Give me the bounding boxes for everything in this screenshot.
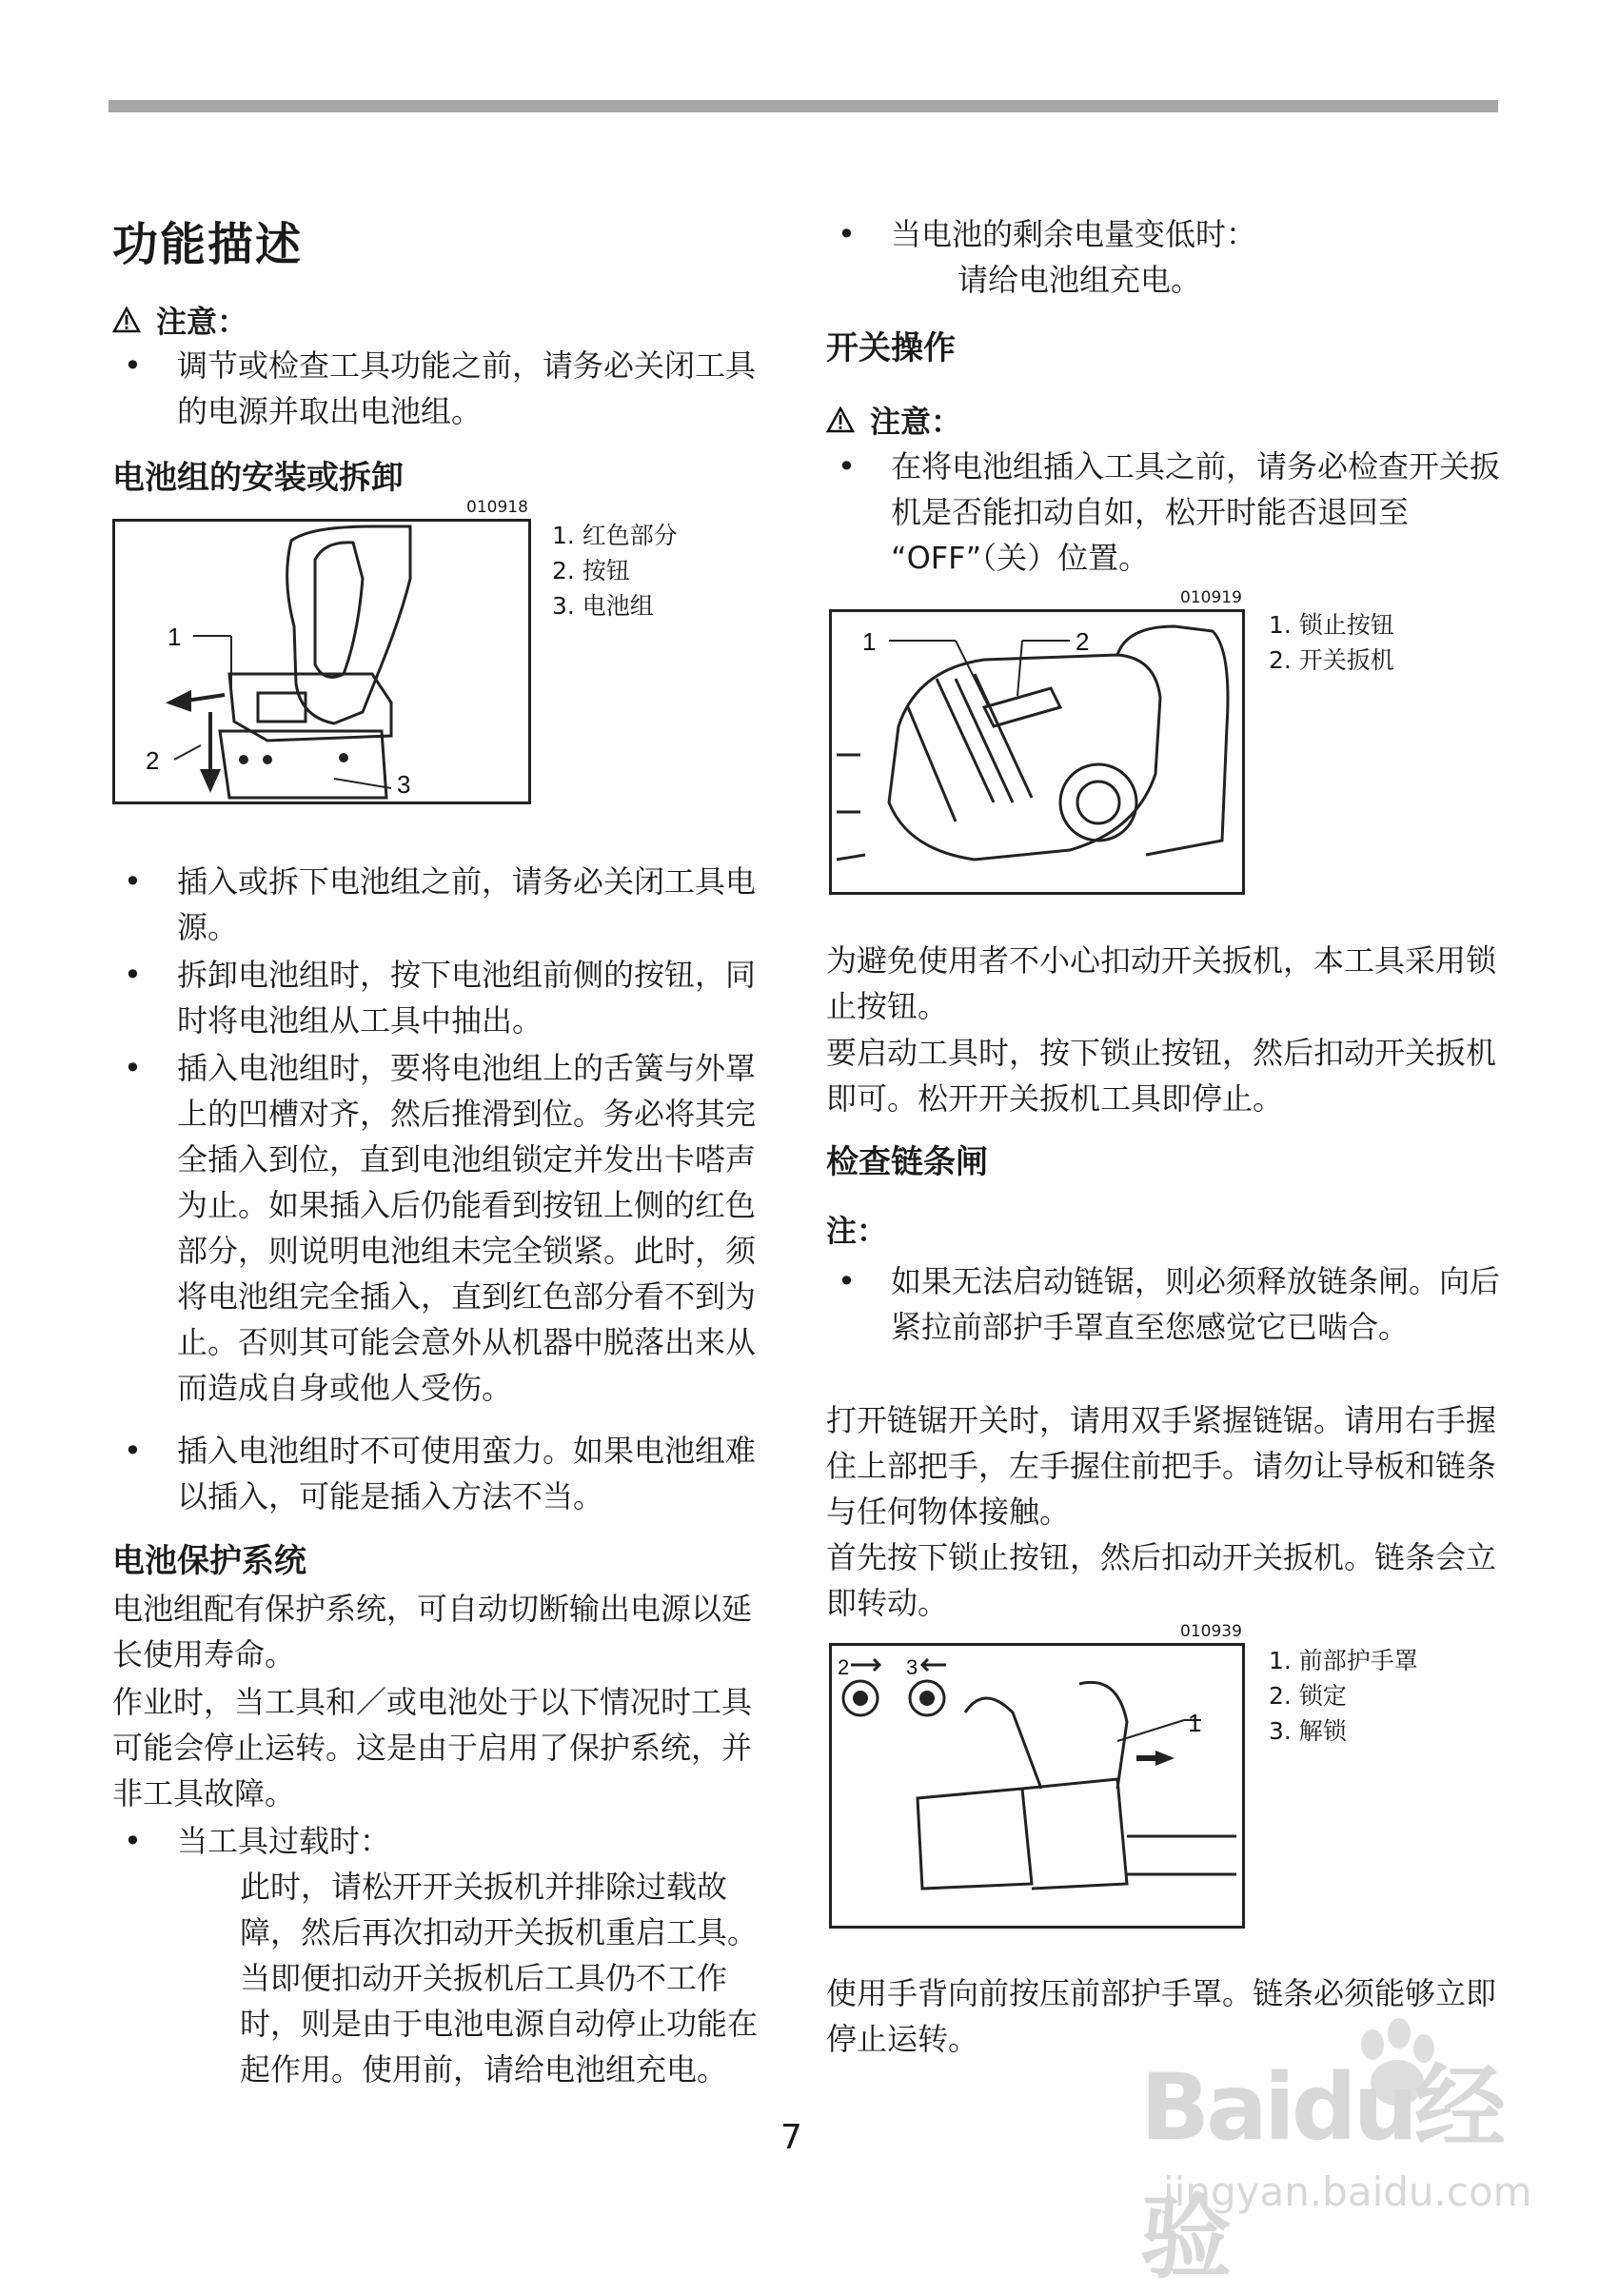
bullet-icon: • bbox=[838, 216, 856, 252]
tool-battery-illustration bbox=[115, 522, 528, 802]
list-item bbox=[124, 343, 779, 434]
figure-switch bbox=[829, 609, 1245, 895]
paragraph: 使用手背向前按压前部护手罩。链条必须能够立即停止运转。 bbox=[826, 1975, 1497, 2057]
figure-code: 010939 bbox=[1180, 1622, 1242, 1641]
indented-paragraph: 请给电池组充电。 bbox=[957, 262, 1202, 298]
figure-legend bbox=[1269, 1643, 1418, 1749]
list-item: • 当电池的剩余电量变低时： bbox=[891, 211, 1502, 257]
figure-code: 010918 bbox=[466, 498, 528, 517]
list-item: • 当工具过载时： bbox=[177, 1818, 779, 1864]
warning-triangle-icon bbox=[826, 406, 855, 433]
chainsaw-switch-illustration bbox=[832, 612, 1242, 892]
paragraph: 首先按下锁止按钮，然后扣动开关扳机。链条会立即转动。 bbox=[826, 1539, 1497, 1621]
list-item: • 在将电池组插入工具之前，请务必检查开关扳机是否能扣动自如，松开时能否退回至 “OFF”（关）位置。 bbox=[891, 444, 1502, 581]
legend-item: 2. 按钮 bbox=[552, 557, 630, 584]
bullet-icon: • bbox=[838, 448, 856, 485]
legend-item: 2. 开关扳机 bbox=[1269, 646, 1394, 674]
paragraph: 打开链锯开关时，请用双手紧握链锯。请用右手握住上部把手，左手握住前把手。请勿让导板和链条与任何物体接触。 bbox=[826, 1402, 1497, 1530]
legend-item: 3. 电池组 bbox=[552, 592, 654, 620]
callout-label: 3 bbox=[397, 770, 411, 799]
note-label: 注： bbox=[826, 1213, 888, 1249]
figure-legend bbox=[1269, 607, 1394, 678]
callout-label: 2 bbox=[1076, 627, 1090, 656]
caution-item-text: 调节或检查工具功能之前，请务必关闭工具的电源并取出电池组。 bbox=[177, 347, 757, 429]
bullet-icon: • bbox=[124, 347, 142, 384]
callout-label: 1 bbox=[168, 623, 182, 651]
bullet-icon: • bbox=[838, 1263, 856, 1299]
paragraph: 电池组配有保护系统，可自动切断输出电源以延长使用寿命。 bbox=[112, 1591, 753, 1673]
callout-label: 1 bbox=[1188, 1709, 1202, 1737]
caution-heading bbox=[112, 298, 247, 342]
list-item: • 插入或拆下电池组之前，请务必关闭工具电源。 bbox=[177, 859, 779, 950]
list-item: • 插入电池组时，要将电池组上的舌簧与外罩上的凹槽对齐，然后推滑到位。务必将其完全插入到位，直到电池组锁定并发出卡嗒声为止。如果插入后仍能看到按钮上侧的红色部分，则说明电池组未完全锁紧。此时，须将电池组完全插入，直到红色部分看不到为止。否则其可能会意外从机器中脱落出来从而造成自身或他人受伤。 bbox=[177, 1045, 779, 1411]
page-title: 功能描述 bbox=[112, 218, 304, 271]
top-rule bbox=[109, 100, 1498, 112]
legend-item: 3. 解锁 bbox=[1269, 1717, 1347, 1745]
caution-heading bbox=[826, 398, 961, 442]
figure-legend bbox=[552, 518, 678, 623]
watermark-url: jingyan.baidu.com bbox=[1163, 2168, 1532, 2215]
legend-item: 1. 红色部分 bbox=[552, 522, 678, 549]
section-title-chain-brake: 检查链条闸 bbox=[826, 1143, 988, 1181]
figure-code: 010919 bbox=[1180, 588, 1242, 607]
warning-triangle-icon bbox=[112, 307, 141, 333]
figure-chain-brake bbox=[829, 1643, 1245, 1929]
indented-paragraph: 此时，请松开开关扳机并排除过载故障，然后再次扣动开关扳机重启工具。当即便扣动开关扳机后工具仍不工作时，则是由于电池电源自动停止功能在起作用。使用前，请给电池组充电。 bbox=[240, 1869, 759, 2088]
bullet-icon: • bbox=[124, 863, 142, 900]
section-title-switch: 开关操作 bbox=[826, 329, 956, 367]
page-number: 7 bbox=[780, 2118, 802, 2157]
list-item: • 拆卸电池组时，按下电池组前侧的按钮，同时将电池组从工具中抽出。 bbox=[177, 952, 779, 1043]
list-item: • 如果无法启动链锯，则必须释放链条闸。向后紧拉前部护手罩直至您感觉它已啮合。 bbox=[891, 1258, 1502, 1350]
bullet-icon: • bbox=[124, 957, 142, 993]
chain-brake-illustration bbox=[832, 1646, 1242, 1926]
legend-item: 2. 锁定 bbox=[1269, 1682, 1347, 1710]
bullet-icon: • bbox=[124, 1823, 142, 1859]
bullet-icon: • bbox=[124, 1050, 142, 1086]
figure-battery-install bbox=[112, 519, 531, 804]
legend-item: 1. 锁止按钮 bbox=[1269, 611, 1394, 639]
callout-label: 3 bbox=[906, 1655, 918, 1679]
watermark bbox=[1135, 2016, 1532, 2291]
section-title-battery: 电池组的安装或拆卸 bbox=[112, 459, 404, 497]
caution-label: 注意： bbox=[870, 404, 962, 440]
section-title-protection: 电池保护系统 bbox=[112, 1542, 306, 1580]
callout-label: 1 bbox=[862, 627, 877, 656]
callout-label: 2 bbox=[838, 1655, 850, 1679]
paragraph: 要启动工具时，按下锁止按钮，然后扣动开关扳机即可。松开开关扳机工具即停止。 bbox=[826, 1035, 1497, 1117]
caution-label: 注意： bbox=[156, 304, 248, 340]
list-item: • 插入电池组时不可使用蛮力。如果电池组难以插入，可能是插入方法不当。 bbox=[177, 1428, 779, 1519]
callout-label: 2 bbox=[146, 746, 160, 775]
paragraph: 作业时，当工具和／或电池处于以下情况时工具可能会停止运转。这是由于启用了保护系统，并非工具故障。 bbox=[112, 1684, 753, 1811]
legend-item: 1. 前部护手罩 bbox=[1269, 1647, 1418, 1674]
bullet-icon: • bbox=[124, 1433, 142, 1469]
watermark-brand: Baidu经验 bbox=[1140, 2054, 1502, 2291]
paragraph: 为避免使用者不小心扣动开关扳机，本工具采用锁止按钮。 bbox=[826, 942, 1497, 1024]
